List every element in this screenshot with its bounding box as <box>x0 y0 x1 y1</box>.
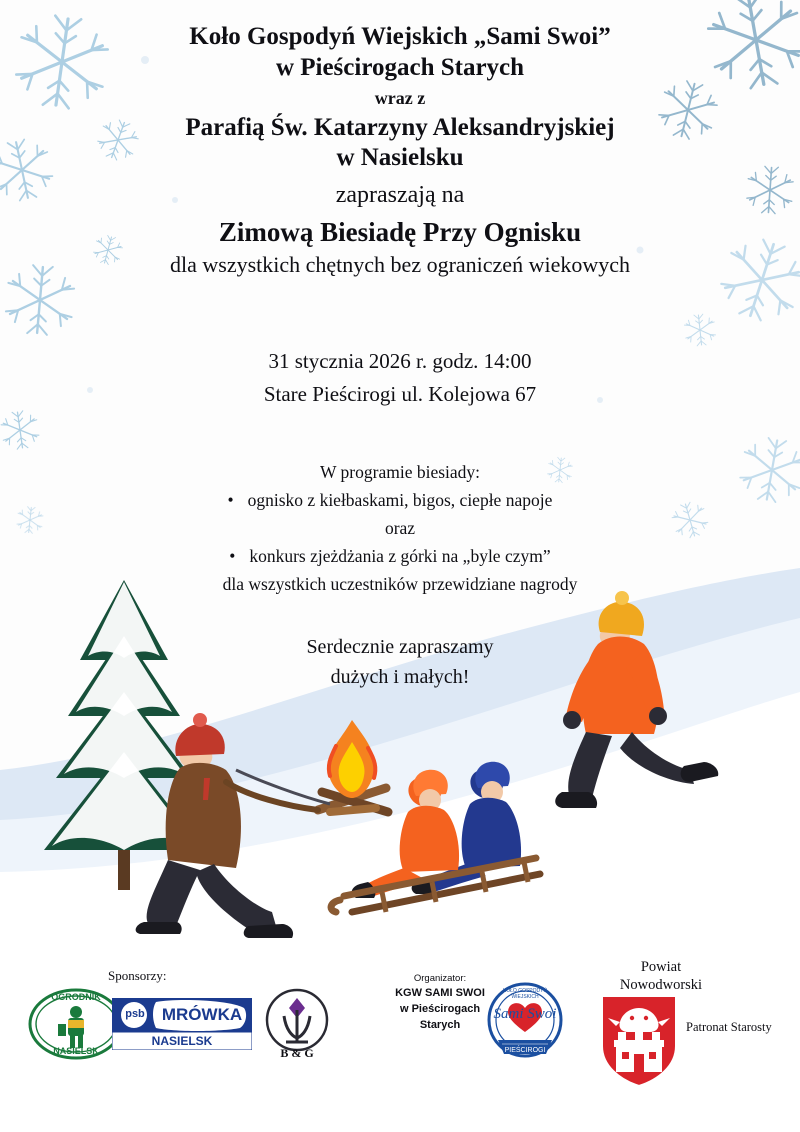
organizer-line-1: KGW SAMI SWOI <box>395 986 485 999</box>
svg-text:WIEJSKICH: WIEJSKICH <box>511 994 539 1000</box>
event-place: Stare Pieścirogi ul. Kolejowa 67 <box>263 381 537 406</box>
organizer-label: Organizator: <box>413 973 467 984</box>
program-note: dla wszystkich uczestników przewidziane nagrody <box>222 574 578 594</box>
program-block <box>0 458 800 598</box>
logo-bg <box>262 986 332 1062</box>
patronat-label: Patronat Starosty <box>686 1020 772 1034</box>
heading-line-5: w Nasielsku <box>336 144 464 172</box>
svg-text:PIEŚCIROGI: PIEŚCIROGI <box>504 1047 546 1054</box>
heading-line-2: w Pieścirogach Starych <box>275 53 525 81</box>
footer-logos-bar <box>0 950 800 1132</box>
heading-line-3: wraz z <box>374 88 426 108</box>
event-datetime-block <box>0 345 800 410</box>
powiat-line-2: Nowodworski <box>619 977 703 994</box>
event-date: 31 stycznia 2026 r. godz. 14:00 <box>268 349 532 373</box>
event-subtitle: dla wszystkich chętnych bez ograniczeń wiekowych <box>170 252 630 278</box>
svg-text:KOŁO GOSPODYŃ: KOŁO GOSPODYŃ <box>502 988 548 994</box>
program-title: W programie biesiady: <box>319 462 481 482</box>
poster-heading-block <box>0 22 800 279</box>
logo-mrowka-psb <box>112 998 252 1050</box>
heading-line-1: Koło Gospodyń Wiejskich „Sami Swoi” <box>189 23 611 50</box>
program-item-1: • ognisko z kiełbaskami, bigos, ciepłe napoje <box>0 486 800 514</box>
ogrodnik-bottom-text: NASIELSK <box>53 1046 99 1056</box>
powiat-label <box>596 958 726 994</box>
event-title: Zimową Biesiadę Przy Ognisku <box>218 216 582 247</box>
logo-sami-swoi <box>480 978 570 1066</box>
logo-ogrodnik <box>28 988 124 1060</box>
program-item-2: • konkurs zjeżdżania z górki na „byle czym” <box>0 542 800 570</box>
heading-line-4: Parafią Św. Katarzyny Aleksandryjskiej <box>185 113 615 141</box>
bg-text: B & G <box>280 1046 314 1060</box>
ogrodnik-top-text: OGRODNIK <box>51 992 101 1002</box>
sponsors-label: Sponsorzy: <box>108 968 167 983</box>
organizer-block <box>385 972 495 1034</box>
mrowka-text: MRÓWKA <box>161 1005 243 1024</box>
invitation-line-1: Serdecznie zapraszamy <box>306 636 494 658</box>
program-conjunction: oraz <box>384 518 416 538</box>
psb-text: psb <box>125 1008 145 1020</box>
sami-swoi-name: Sami Swoi <box>493 1006 557 1022</box>
powiat-line-1: Powiat <box>640 959 682 975</box>
logo-powiat-crest <box>596 992 682 1088</box>
mrowka-city-text: NASIELSK <box>151 1034 213 1048</box>
invitation-block <box>0 632 800 692</box>
invitation-line-2: dużych i małych! <box>330 666 470 688</box>
organizer-line-2: w Pieścirogach Starych <box>399 1002 481 1031</box>
heading-line-6: zapraszają na <box>335 181 465 208</box>
